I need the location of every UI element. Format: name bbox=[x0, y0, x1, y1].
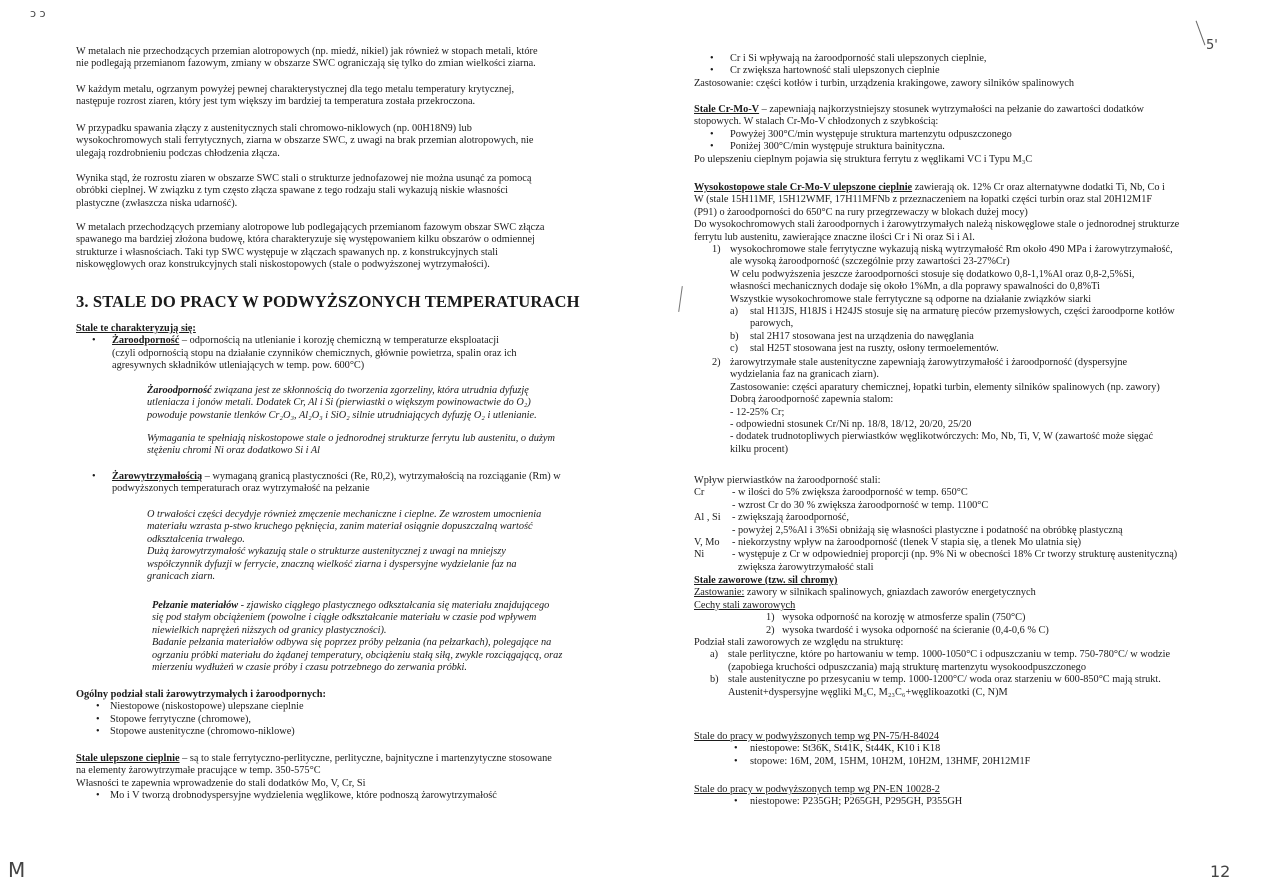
characteristics-block bbox=[76, 323, 596, 373]
pn75-standard: Stale do pracy w podwyższonych temp wg PN-75/H-84024 • niestopowe: St36K, St41K, St44K, K10 i K18 • stopowe: 16M, 20M, 15HM, 10H2M, 10H2M, 13HMF, 20H12M1F bbox=[694, 731, 1212, 768]
list-item: a) stale perlityczne, które po hartowaniu w temp. 1000-1050°C i odpuszczaniu w temp. 750-780°C/ w wodzie (zapobiega kruchości odpuszczania) mają strukturę martenzytu wysokoodpuszczonego bbox=[710, 649, 1171, 673]
valve-steels: Stale zaworowe (tzw. sil chromy) Zastowanie: zawory w silnikach spalinowych, gniazdach zaworów energetycznych Cechy stali zaworowych 1) wysoka odporność na korozję w atmosferze spalin (750°C) 2) wysoka twardość i wysoka odporność na ścieranie (0,4-0,6 % C) Podział stali zaworowych ze względu na strukturę: a) stale perlityczne, które po hartowaniu w temp. 1000-1050°C i odpuszczaniu w temp. 750-780°C/ w wodzie (zapobiega kruchości odpuszczania) mają strukturę martenzytu wysokoodpuszczonego b) stale austenityczne po przesycaniu w temp. 1000-1200°C/ woda oraz starzeniu w 600-850°C mają strukt. Austenit+dyspersyjne węgliki M₆C, M₂₃C₆+węglikoazotki (C, N)M bbox=[694, 575, 1212, 699]
paragraph-grain-growth: W każdym metalu, ogrzanym powyżej pewnej charakterystycznej dla tego metalu temperatury krytycznej, następuje rozrost ziaren, który jest tym większy im bardziej ta temperatura została przekroczona. bbox=[76, 84, 515, 108]
list-item: parowych, bbox=[750, 318, 794, 330]
list-item-zaroodpornosc: • Żaroodporność – odpornością na utlenianie i korozję chemiczną w temperaturze eksploatacji (czyli odpornością stopu na działanie czynników chemicznych, głównie powietrza, spalin oraz ich agresywnych składników utleniających w temp. pow. 600°C) bbox=[76, 335, 596, 372]
table-row: V, Mo - niekorzystny wpływ na żaroodporność (tlenek V stapia się, a tlenek Mo ulatnia się) bbox=[694, 537, 1082, 549]
tempered-steels: Stale ulepszone cieplnie – są to stale ferrytyczno-perlityczne, perlityczne, bajnityczne i martenzytyczne stosowane na elementy żarowytrzymałe pracujące w temp. 350-575°C Własności te zapewnia wprowadzenie do stali dodatków Mo, V, Cr, Si • Mo i V tworzą drobnodyspersyjne wydzielenia węglikowe, które podnoszą żarowytrzymałość bbox=[76, 753, 596, 803]
cr-mo-v-steels: Stale Cr-Mo-V – zapewniają najkorzystniejszy stosunek wytrzymałości na pełzanie do zawartości dodatków stopowych. W stalach Cr-Mo-V chłodzonych z szybkością: • Powyżej 300°C/min występuje struktura martenzytu odpuszczonego • Poniżej 300°C/min występuje struktura bainityczna. Po ulepszeniu cieplnym pojawia się struktura ferrytu z węglikami VC i Typu M₃C bbox=[694, 104, 1212, 166]
list-item: b) stal 2H17 stosowana jest na urządzenia do nawęglania bbox=[730, 330, 974, 342]
list-item: c) stal H25T stosowana jest na ruszty, osłony termoelementów. bbox=[730, 343, 999, 355]
margin-pen-stroke bbox=[678, 286, 683, 312]
list-item: • Cr i Si wpływają na żaroodporność stali ulepszonych cieplnie, bbox=[694, 53, 1212, 65]
note-zaroodpornosc: Żaroodporność związana jest ze skłonnością do tworzenia zgorzeliny, która utrudnia dyfuzję utleniacza i jonów metali. Dodatek Cr, Al i Si (pierwiastki o większym powinowactwie do O₂) powoduje powstanie tlenków Cr₂O₃, Al₂O₃ i SiO₂ silnie utrudniających dyfuzję O₂ i utlenianie. bbox=[147, 385, 537, 421]
list-item-zarowytrzymalosc: • Żarowytrzymałością – wymaganą granicą plastyczności (Re, R0,2), wytrzymałością na rozciąganie (Rm) w podwyższonych temperaturach oraz wytrzymałość na pełzanie bbox=[76, 471, 596, 496]
general-classification-title: Ogólny podział stali żarowytrzymałych i żaroodpornych: bbox=[76, 689, 326, 700]
margin-mark-bottom-right: 12 bbox=[1210, 862, 1231, 881]
paragraph-allotropic: W metalach przechodzących przemiany alotropowe lub podlegających przemianom fazowym obszar SWC złącza spawanego ma bardziej złożona budowę, która charakteryzuje się występowaniem kilku obszarów o odmiennej strukturze i własnościach. Taki typ SWC występuje w złączach spawanych np. z konstrukcyjnych stali niskowęglowych oraz konstrukcyjnych stali niskostopowych (stale o podwyższonej wytrzymałości). bbox=[76, 222, 545, 271]
list-item: • Poniżej 300°C/min występuje struktura bainityczna. bbox=[694, 141, 1212, 153]
paragraph-swc-no-transform: W metalach nie przechodzących przemian alotropowych (np. miedź, nikiel) jak również w stopach metali, które nie podlegają przemianom fazowym, zmiany w obszarze SWC ograniczają się tylko do zmian wielkości ziarna. bbox=[76, 46, 538, 70]
list-item: 1) wysoka odporność na korozję w atmosferze spalin (750°C) bbox=[766, 612, 1026, 624]
paragraph-austenitic-welding: W przypadku spawania złączy z austenitycznych stali chromowo-niklowych (np. 00H18N9) lub wysokochromowych stali ferrytycznych, ziarna w obszarze SWC, z uwagi na brak przemian alotropowych, nie ulegają rozdrobnieniu podczas chłodzenia złącza. bbox=[76, 123, 534, 159]
ferritic-steels-item: 1) wysokochromowe stale ferrytyczne wykazują niską wytrzymałość Rm około 490 MPa i żarowytrzymałość, ale wysoką żaroodporność (szczególnie przy zawartości 23-27%Cr) W celu podwyższenia jeszcze żaroodporności stosuje się dodatkowo 0,8-1,1%Al oraz 0,8-2,5%Si, własności mechanicznych dodaje się około 1%Mn, a dla poprawy spawalności do 0,8%Ti Wszystkie wysokochromowe stale ferrytyczne są odporne na działanie związków siarki a) stal H13JS, H18JS i H24JS stosuje się na armaturę pieców przemysłowych, części żaroodporne kotłów parowych, b) stal 2H17 stosowana jest na urządzenia do nawęglania c) stal H25T stosowana jest na ruszty, osłony termoelementów. bbox=[694, 244, 1212, 356]
high-alloy-cr-mo-v: Wysokostopowe stale Cr-Mo-V ulepszone cieplnie zawierają ok. 12% Cr oraz alternatywne dodatki Ti, Nb, Co i W (stale 15H11MF, 15H12WMF, 17H11MFNb z przeznaczeniem na łopatki części turbin oraz stal 20H12M1F (P91) o żaroodporności do 650°C na rury przegrzewaczy w blokach dużej mocy) Do wysokochromowych stali żaroodpornych i żarowytrzymałych należą niskowęglowe stale o jednorodnej strukturze ferrytu lub austenitu, zawierające znaczne ilości Cr i Ni oraz Si i Al. bbox=[694, 182, 1180, 243]
table-row: Cr - w ilości do 5% zwiększa żaroodporność w temp. 650°C bbox=[694, 487, 968, 499]
margin-mark-top-left: ɔ ɔ bbox=[30, 7, 46, 20]
table-row: Al , Si - zwiększają żaroodporność, bbox=[694, 512, 849, 524]
tempered-steels-continued: • Cr i Si wpływają na żaroodporność stali ulepszonych cieplnie, • Cr zwiększa hartowność stali ulepszonych cieplnie Zastosowanie: części kotłów i turbin, urządzenia krakingowe, zawory silników spalinowych bbox=[694, 53, 1212, 90]
list-item: • Niestopowe (niskostopowe) ulepszane cieplnie bbox=[76, 701, 596, 713]
list-item: • Powyżej 300°C/min występuje struktura martenzytu odpuszczonego bbox=[694, 129, 1212, 141]
table-row: Ni - występuje z Cr w odpowiedniej proporcji (np. 9% Ni w obecności 18% Cr tworzy strukturę austenityczną) bbox=[694, 549, 1178, 561]
note-requirements: Wymagania te spełniają niskostopowe stale o jednorodnej strukturze ferrytu lub austenitu, o dużym stężeniu chromi Ni oraz dodatkowo Si i Al bbox=[147, 433, 555, 457]
elements-influence: Wpływ pierwiastków na żaroodporność stali: Cr - w ilości do 5% zwiększa żaroodporność w temp. 650°C - wzrost Cr do 30 % zwiększa żaroodporność w temp. 1100°C Al , Si - zwiększają żaroodporność, - powyżej 2,5%Al i 3%Si obniżają się własności plastyczne i podatność na obróbkę plastyczną V, Mo - niekorzystny wpływ na żaroodporność (tlenek V stapia się, a tlenek Mo ulatnia się) Ni - występuje z Cr w odpowiedniej proporcji (np. 9% Ni w obecności 18% Cr tworzy strukturę austenityczną) zwiększa żarowytrzymałość stali bbox=[694, 475, 1212, 574]
table-row: - wzrost Cr do 30 % zwiększa żaroodporność w temp. 1100°C bbox=[732, 499, 989, 511]
general-classification bbox=[76, 689, 596, 739]
list-item: 2) wysoka twardość i wysoka odporność na ścieranie (0,4-0,6 % C) bbox=[766, 624, 1049, 636]
list-item: • Cr zwiększa hartowność stali ulepszonych cieplnie bbox=[694, 65, 1212, 77]
valve-steels-title: Stale zaworowe (tzw. sil chromy) bbox=[694, 575, 838, 586]
margin-mark-top-right: 5' bbox=[1206, 38, 1218, 53]
list-item: • niestopowe: P235GH; P265GH, P295GH, P355GH bbox=[694, 796, 1212, 808]
list-item: • Stopowe austenityczne (chromowo-niklowe) bbox=[76, 726, 596, 738]
note-creep: Pełzanie materiałów - zjawisko ciągłego plastycznego odkształcania się materiału znajdującego się pod stałym obciążeniem (powolne i ciągłe odkształcanie materiału w czasie pod wpływem niewielkich naprężeń niższych od granicy plastyczności). Badanie pełzania materiałów odbywa się poprzez próby pełzania (na pełzarkach), polegające na ogrzaniu próbki materiału do żądanej temperatury, obciążeniu stałą siłą, zwykle rozciągającą, oraz mierzeniu wydłużeń w czasie próby i czasu potrzebnego do zerwania próbki. bbox=[152, 600, 563, 674]
list-item: • Mo i V tworzą drobnodyspersyjne wydzielenia węglikowe, które podnoszą żarowytrzymałość bbox=[76, 790, 596, 802]
list-item: • stopowe: 16M, 20M, 15HM, 10H2M, 10H2M, 13HMF, 20H12M1F bbox=[694, 756, 1212, 768]
list-item: b) stale austenityczne po przesycaniu w temp. 1000-1200°C/ woda oraz starzeniu w 600-850°C mają strukt. Austenit+dyspersyjne węgliki M₆C, M₂₃C₆+węglikoazotki (C, N)M bbox=[710, 674, 1161, 698]
paragraph-single-phase: Wynika stąd, że rozrostu ziaren w obszarze SWC stali o strukturze jednofazowej nie można usunąć za pomocą obróbki cieplnej. W związku z tym często złącza spawane z tego rodzaju stali wykazują niskie własności plastyczne (zwłaszcza niska udarność). bbox=[76, 173, 532, 209]
austenitic-steels-item: 2) żarowytrzymałe stale austenityczne zapewniają żarowytrzymałość i żaroodporność (dyspersyjne wydzielania faz na granicach ziarn). Zastosowanie: części aparatury chemicznej, łopatki turbin, elementy silników spalinowych (np. zawory) Dobrą żaroodporność zapewnia stalom: - 12-25% Cr; - odpowiedni stosunek Cr/Ni np. 18/8, 18/12, 20/20, 25/20 - dodatek trudnotopliwych pierwiastków węglikotwórczych: Mo, Nb, Ti, V, W (zawartość może sięgać kilku procent) bbox=[712, 357, 1160, 455]
list-item: a) stal H13JS, H18JS i H24JS stosuje się na armaturę pieców przemysłowych, części żaroodporne kotłów bbox=[730, 306, 1175, 318]
pnen-standard: Stale do pracy w podwyższonych temp wg PN-EN 10028-2 • niestopowe: P235GH; P265GH, P295GH, P355GH bbox=[694, 784, 1212, 809]
table-row: - powyżej 2,5%Al i 3%Si obniżają się własności plastyczne i podatność na obróbkę plastyczną bbox=[732, 524, 1123, 536]
note-fatigue: O trwałości części decydyje również zmęczenie mechaniczne i cieplne. Ze wzrostem umocnienia materiału wzrasta p-stwo kruchego pęknięcia, zanim materiał osiągnie dopuszczalną wartość odkształcenia trwałego. Dużą żarowytrzymałość wykazują stale o strukturze austenitycznej z uwagi na mniejszy współczynnik dyfuzji w ferrycie, znaczną wielkość ziarna i dyspersyjne wydzielanie faz na granicach ziarn. bbox=[147, 509, 542, 583]
table-row: zwiększa żarowytrzymałość stali bbox=[738, 561, 874, 573]
margin-mark-bottom-left: M bbox=[8, 858, 26, 882]
right-page bbox=[694, 0, 1212, 893]
list-item: • Stopowe ferrytyczne (chromowe), bbox=[76, 714, 596, 726]
left-page bbox=[76, 0, 596, 893]
list-item: • niestopowe: St36K, St41K, St44K, K10 i K18 bbox=[694, 743, 1212, 755]
characteristics-title: Stale te charakteryzują się: bbox=[76, 323, 196, 334]
section-heading: 3. STALE DO PRACY W PODWYŻSZONYCH TEMPERATURACH bbox=[76, 292, 580, 311]
